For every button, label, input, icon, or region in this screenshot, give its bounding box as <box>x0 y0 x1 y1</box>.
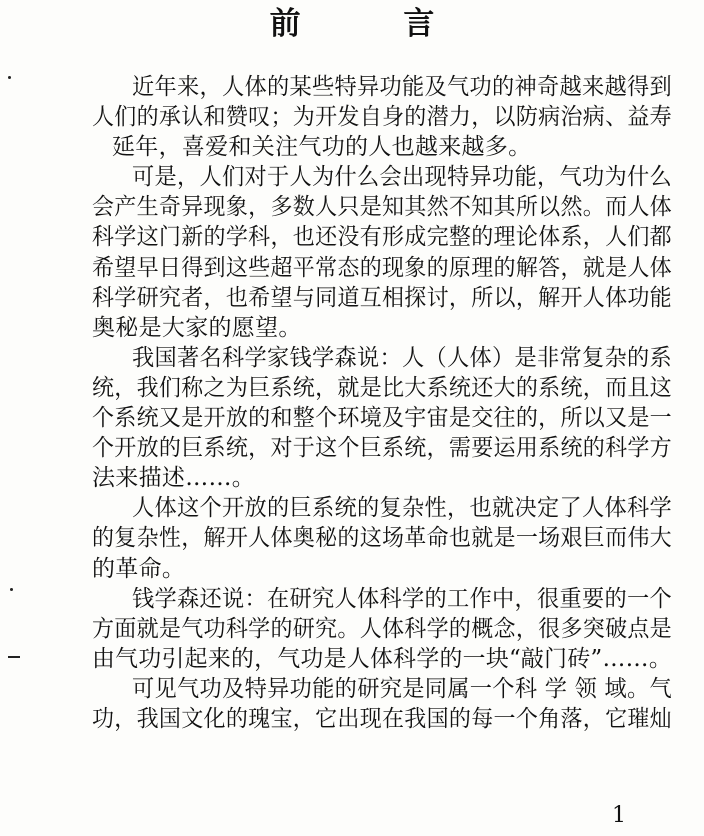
text-line: 我国著名科学家钱学森说：人（人体）是非常复杂的系 <box>132 344 673 371</box>
scan-mark <box>10 588 13 591</box>
text-line: 个开放的巨系统，对于这个巨系统，需要运用系统的科学方 <box>92 435 673 462</box>
page-title: 前 言 <box>269 6 481 42</box>
scan-mark <box>8 656 20 658</box>
text-line: 人们的承认和赞叹；为开发自身的潜力，以防病治病、益寿 <box>92 104 673 131</box>
text-line: 法来描述……。 <box>92 465 256 492</box>
text-line: 功，我国文化的瑰宝，它出现在我国的每一个角落，它璀灿 <box>92 705 673 732</box>
scan-mark <box>8 76 11 79</box>
paragraph-4 <box>92 493 672 583</box>
text-line: 统，我们称之为巨系统，就是比大系统还大的系统，而且这 <box>92 374 673 401</box>
text-line: 科学研究者，也希望与同道互相探讨，所以，解开人体功能 <box>92 284 673 311</box>
text-line: 延年，喜爱和关注气功的人也越来越多。 <box>112 134 532 161</box>
text-line: 的革命。 <box>92 555 186 582</box>
text-line: 由气功引起来的，气功是人体科学的一块“敲门砖”……。 <box>92 645 673 672</box>
text-line: 的复杂性，解开人体奥秘的这场革命也就是一场艰巨而伟大 <box>92 525 673 552</box>
text-line: 个系统又是开放的和整个环境及宇宙是交往的，所以又是一 <box>92 405 673 432</box>
text-line: 希望早日得到这些超平常态的现象的原理的解答，就是人体 <box>92 254 673 281</box>
text-line: 可是，人们对于人为什么会出现特异功能，气功为什么 <box>132 164 673 191</box>
text-line: 人体这个开放的巨系统的复杂性，也就决定了人体科学 <box>132 495 673 522</box>
body-text <box>92 72 672 734</box>
text-line: 奥秘是大家的愿望。 <box>92 314 302 341</box>
text-line: 方面就是气功科学的研究。人体科学的概念，很多突破点是 <box>92 615 673 642</box>
text-line: 近年来，人体的某些特异功能及气功的神奇越来越得到 <box>132 74 673 100</box>
paragraph-2 <box>92 162 672 343</box>
paragraph-5 <box>92 584 672 674</box>
paragraph-6 <box>92 674 672 734</box>
text-line: 可见气功及特异功能的研究是同属一个科 学 领 域。气 <box>132 675 673 702</box>
text-line: 科学这门新的学科，也还没有形成完整的理论体系，人们都 <box>92 224 673 251</box>
text-line: 会产生奇异现象，多数人只是知其然不知其所以然。而人体 <box>92 194 673 221</box>
paragraph-1 <box>92 72 672 162</box>
paragraph-3 <box>92 343 672 493</box>
text-line: 钱学森还说：在研究人体科学的工作中，很重要的一个 <box>132 585 673 612</box>
page-number: 1 <box>612 803 626 828</box>
